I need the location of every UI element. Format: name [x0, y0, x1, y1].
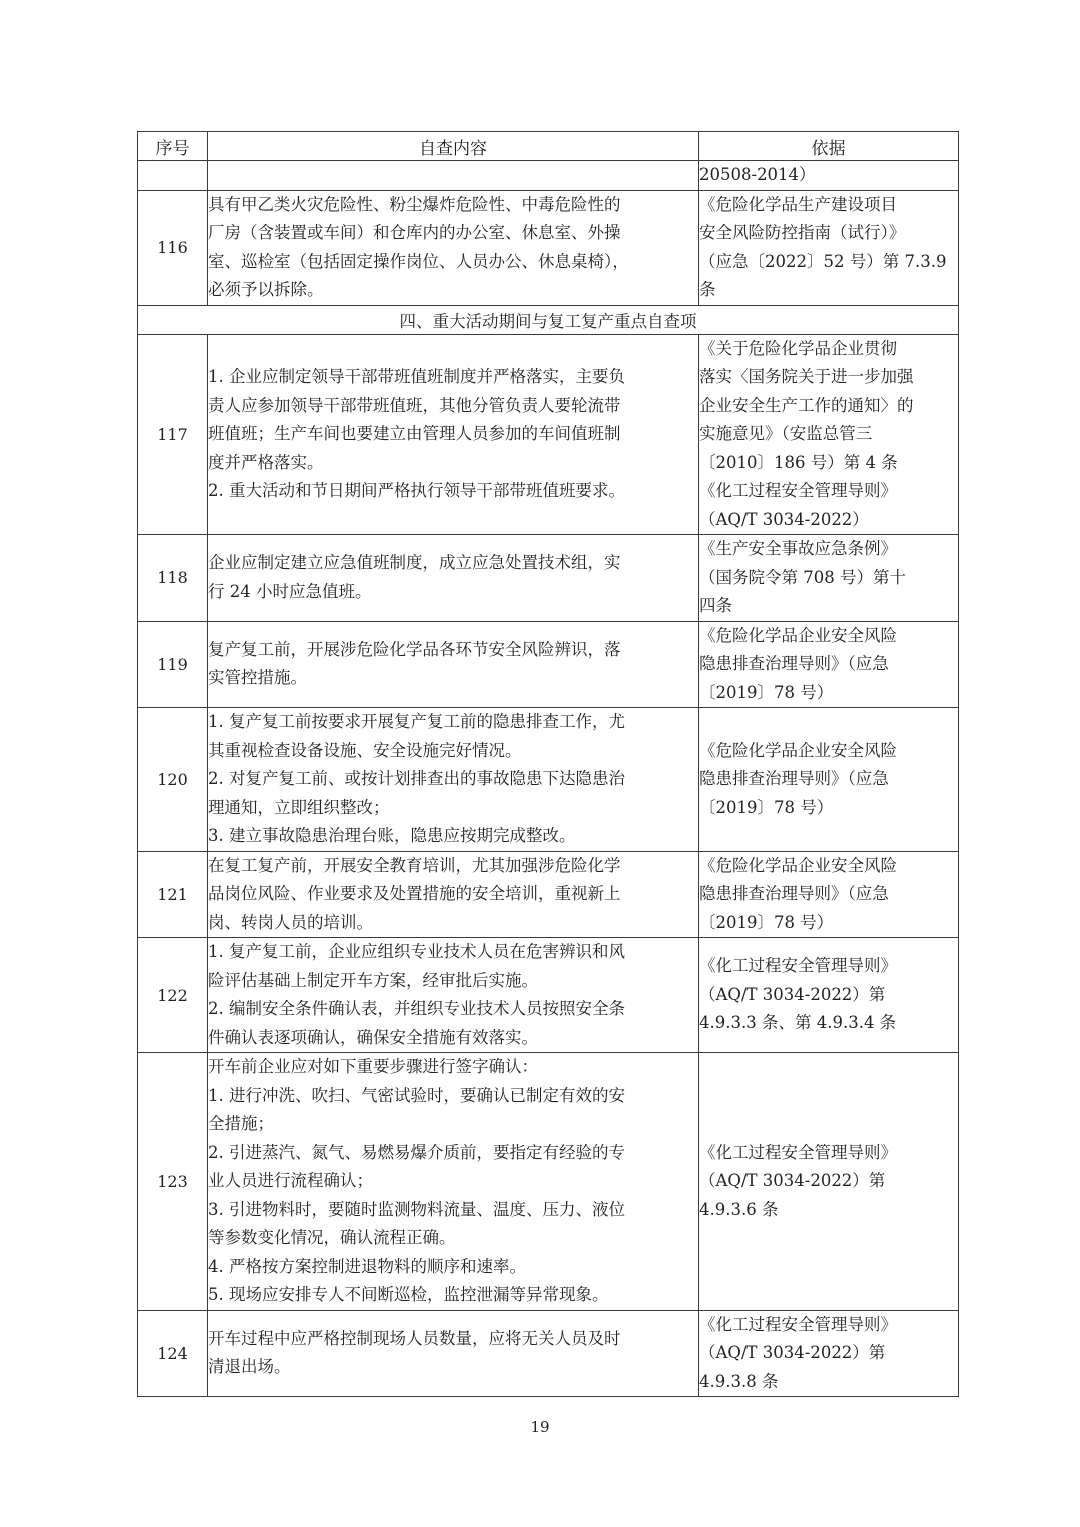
basis-line: 条 [699, 280, 716, 299]
table-row-117 [138, 334, 959, 535]
row-number: 119 [138, 621, 208, 708]
content-line: 3. 建立事故隐患治理台账，隐患应按期完成整改。 [208, 826, 576, 845]
row-number: 121 [138, 851, 208, 938]
basis-line: 〔2019〕78 号） [699, 682, 834, 702]
basis-line: （国务院令第 708 号）第十 [699, 567, 906, 587]
row-number: 124 [138, 1310, 208, 1397]
content-line: 行 24 小时应急值班。 [208, 581, 372, 601]
row-basis [699, 708, 959, 852]
row-basis [699, 621, 959, 708]
content-line: 其重视检查设备设施、安全设施完好情况。 [208, 740, 522, 760]
basis-line: 4.9.3.6 条 [699, 1199, 779, 1219]
row-number: 122 [138, 938, 208, 1053]
content-line: 5. 现场应安排专人不间断巡检，监控泄漏等异常现象。 [208, 1285, 609, 1304]
content-line: 1. 进行冲洗、吹扫、气密试验时，要确认已制定有效的安 [208, 1085, 625, 1105]
basis-line: （AQ/T 3034-2022）第 [699, 984, 886, 1004]
content-line: 品岗位风险、作业要求及处置措施的安全培训，重视新上 [208, 884, 621, 903]
row-basis [699, 161, 959, 191]
content-line: 必须予以拆除。 [208, 280, 324, 299]
self-check-table [137, 131, 959, 1397]
header-serial-number: 序号 [138, 132, 208, 161]
content-line: 1. 企业应制定领导干部带班值班制度并严格落实，主要负 [208, 367, 625, 386]
row-content [208, 938, 699, 1053]
page-number: 19 [530, 1418, 550, 1436]
content-line: 在复工复产前，开展安全教育培训，尤其加强涉危险化学 [208, 855, 621, 875]
basis-line: 〔2019〕78 号） [699, 912, 834, 932]
table-row-120 [138, 708, 959, 852]
basis-line: （应急〔2022〕52 号）第 7.3.9 [699, 251, 947, 271]
row-basis [699, 851, 959, 938]
content-line: 清退出场。 [208, 1357, 291, 1377]
content-line: 度并严格落实。 [208, 452, 324, 472]
row-content [208, 190, 699, 305]
basis-line: 《化工过程安全管理导则》 [699, 481, 897, 500]
basis-line: 四条 [699, 596, 732, 615]
basis-line: 《危险化学品生产建设项目 [699, 194, 897, 214]
row-content [208, 161, 699, 191]
row-content [208, 1310, 699, 1397]
basis-line: 落实〈国务院关于进一步加强 [699, 367, 914, 386]
basis-line: 4.9.3.8 条 [699, 1371, 779, 1391]
table-row-119 [138, 621, 959, 708]
basis-line: 安全风险防控指南（试行）》 [699, 223, 906, 242]
content-line: 具有甲乙类火灾危险性、粉尘爆炸危险性、中毒危险性的 [208, 194, 621, 214]
row-basis [699, 334, 959, 535]
content-line: 1. 复产复工前按要求开展复产复工前的隐患排查工作，尤 [208, 712, 625, 731]
row-basis [699, 938, 959, 1053]
basis-line: 隐患排查治理导则》（应急 [699, 654, 889, 673]
content-line: 1. 复产复工前，企业应组织专业技术人员在危害辨识和风 [208, 942, 625, 961]
content-line: 厂房（含装置或车间）和仓库内的办公室、休息室、外操 [208, 223, 621, 242]
basis-line: 《生产安全事故应急条例》 [699, 539, 897, 558]
content-line: 理通知，立即组织整改； [208, 797, 390, 817]
content-line: 业人员进行流程确认； [208, 1171, 373, 1190]
content-line: 2. 对复产复工前、或按计划排查出的事故隐患下达隐患治 [208, 769, 625, 788]
content-line: 2. 引进蒸汽、氮气、易燃易爆介质前，要指定有经验的专 [208, 1142, 625, 1162]
basis-line: 隐患排查治理导则》（应急 [699, 884, 889, 903]
section-title: 四、重大活动期间与复工复产重点自查项 [138, 305, 959, 334]
basis-line: 隐患排查治理导则》（应急 [699, 769, 889, 788]
row-basis [699, 535, 959, 622]
basis-line: 《化工过程安全管理导则》 [699, 1314, 897, 1334]
content-line: 3. 引进物料时，要随时监测物料流量、温度、压力、液位 [208, 1199, 625, 1219]
content-line: 4. 严格按方案控制进退物料的顺序和速率。 [208, 1256, 526, 1276]
row-content [208, 535, 699, 622]
table-header-row [138, 132, 959, 161]
basis-line: 《危险化学品企业安全风险 [699, 740, 897, 760]
basis-line: （AQ/T 3034-2022）第 [699, 1343, 886, 1362]
basis-line: 《危险化学品企业安全风险 [699, 625, 897, 645]
content-line: 开车前企业应对如下重要步骤进行签字确认： [208, 1057, 538, 1076]
table-row-118 [138, 535, 959, 622]
table-row-124 [138, 1310, 959, 1397]
section-header-row [138, 305, 959, 334]
content-line: 险评估基础上制定开车方案，经审批后实施。 [208, 970, 538, 990]
row-content [208, 851, 699, 938]
table-row-116 [138, 190, 959, 305]
row-number [138, 161, 208, 191]
basis-line: 〔2010〕186 号）第 4 条 [699, 452, 898, 472]
content-line: 2. 编制安全条件确认表，并组织专业技术人员按照安全条 [208, 999, 625, 1018]
basis-line: 《化工过程安全管理导则》 [699, 1142, 897, 1162]
header-check-content: 自查内容 [208, 132, 699, 161]
content-line: 岗、转岗人员的培训。 [208, 912, 373, 932]
row-number: 120 [138, 708, 208, 852]
basis-line: （AQ/T 3034-2022） [699, 509, 869, 529]
row-content [208, 708, 699, 852]
row-basis [699, 1310, 959, 1397]
content-line: 2. 重大活动和节日期间严格执行领导干部带班值班要求。 [208, 481, 625, 500]
table-row-123 [138, 1053, 959, 1311]
content-line: 开车过程中应严格控制现场人员数量，应将无关人员及时 [208, 1328, 621, 1348]
basis-line: 《危险化学品企业安全风险 [699, 855, 897, 875]
row-number: 123 [138, 1053, 208, 1311]
table-row-continuation [138, 161, 959, 191]
basis-line: 4.9.3.3 条、第 4.9.3.4 条 [699, 1013, 897, 1033]
basis-line: 〔2019〕78 号） [699, 797, 834, 817]
row-basis [699, 1053, 959, 1311]
row-content [208, 1053, 699, 1311]
content-line: 全措施； [208, 1114, 274, 1133]
row-content [208, 334, 699, 535]
row-content [208, 621, 699, 708]
content-line: 责人应参加领导干部带班值班，其他分管负责人要轮流带 [208, 395, 621, 415]
basis-line: （AQ/T 3034-2022）第 [699, 1171, 886, 1190]
content-line: 实管控措施。 [208, 668, 307, 688]
content-line: 等参数变化情况，确认流程正确。 [208, 1228, 456, 1247]
basis-line: 企业安全生产工作的通知〉的 [699, 395, 914, 415]
content-line: 复产复工前，开展涉危险化学品各环节安全风险辨识，落 [208, 639, 621, 659]
content-line: 室、巡检室（包括固定操作岗位、人员办公、休息桌椅）， [208, 251, 629, 271]
table-row-121 [138, 851, 959, 938]
content-line: 企业应制定建立应急值班制度，成立应急处置技术组，实 [208, 553, 621, 573]
table-row-122 [138, 938, 959, 1053]
row-number: 116 [138, 190, 208, 305]
header-basis: 依据 [699, 132, 959, 161]
row-number: 118 [138, 535, 208, 622]
basis-line: 《化工过程安全管理导则》 [699, 956, 897, 976]
basis-line: 20508-2014） [699, 165, 816, 184]
content-line: 班值班；生产车间也要建立由管理人员参加的车间值班制 [208, 424, 621, 443]
row-basis [699, 190, 959, 305]
basis-line: 《关于危险化学品企业贯彻 [699, 338, 897, 358]
basis-line: 实施意见》（安监总管三 [699, 424, 873, 443]
row-number: 117 [138, 334, 208, 535]
content-line: 件确认表逐项确认，确保安全措施有效落实。 [208, 1027, 538, 1047]
